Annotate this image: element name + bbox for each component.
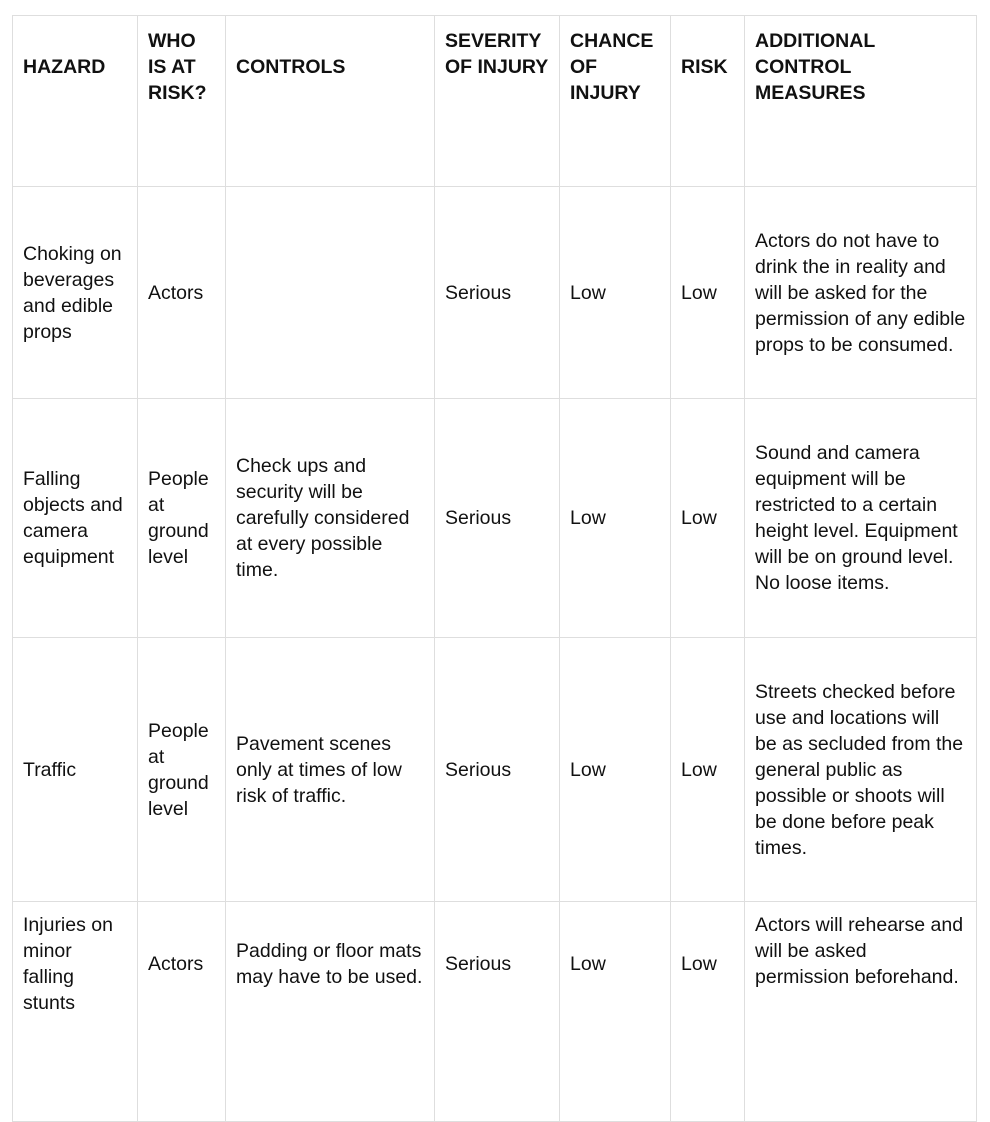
cell-severity: Serious [435,902,560,1122]
cell-hazard: Falling objects and camera equipment [13,399,138,638]
cell-who: People at ground level [138,399,226,638]
cell-severity: Serious [435,638,560,902]
header-risk: RISK [671,16,745,187]
cell-controls: Pavement scenes only at times of low risk of traffic. [226,638,435,902]
cell-risk: Low [671,399,745,638]
table-row [13,187,977,399]
cell-hazard: Traffic [13,638,138,902]
cell-who: Actors [138,902,226,1122]
cell-controls: Check ups and security will be carefully considered at every possible time. [226,399,435,638]
cell-risk: Low [671,638,745,902]
header-controls: CONTROLS [226,16,435,187]
header-row [13,16,977,187]
cell-chance: Low [560,902,671,1122]
cell-additional: Actors will rehearse and will be asked permission beforehand. [745,902,977,1122]
table-row [13,902,977,1122]
header-severity-of-injury: SEVERITY OF INJURY [435,16,560,187]
cell-chance: Low [560,399,671,638]
header-chance-of-injury: CHANCE OF INJURY [560,16,671,187]
cell-additional: Actors do not have to drink the in reality and will be asked for the permission of any edible props to be consumed. [745,187,977,399]
cell-hazard: Injuries on minor falling stunts [13,902,138,1122]
header-additional-control-measures: ADDITIONAL CONTROL MEASURES [745,16,977,187]
cell-who: People at ground level [138,638,226,902]
cell-risk: Low [671,187,745,399]
cell-risk: Low [671,902,745,1122]
header-hazard: HAZARD [13,16,138,187]
cell-controls: Padding or floor mats may have to be used. [226,902,435,1122]
cell-chance: Low [560,187,671,399]
cell-hazard: Choking on beverages and edible props [13,187,138,399]
table-row [13,638,977,902]
cell-severity: Serious [435,399,560,638]
risk-assessment-table [12,15,977,1122]
cell-additional: Streets checked before use and locations will be as secluded from the general public as possible or shoots will be done before peak times. [745,638,977,902]
cell-who: Actors [138,187,226,399]
table-row [13,399,977,638]
cell-additional: Sound and camera equipment will be restricted to a certain height level. Equipment will be on ground level. No loose items. [745,399,977,638]
cell-chance: Low [560,638,671,902]
cell-severity: Serious [435,187,560,399]
header-who-is-at-risk: WHO IS AT RISK? [138,16,226,187]
cell-controls [226,187,435,399]
